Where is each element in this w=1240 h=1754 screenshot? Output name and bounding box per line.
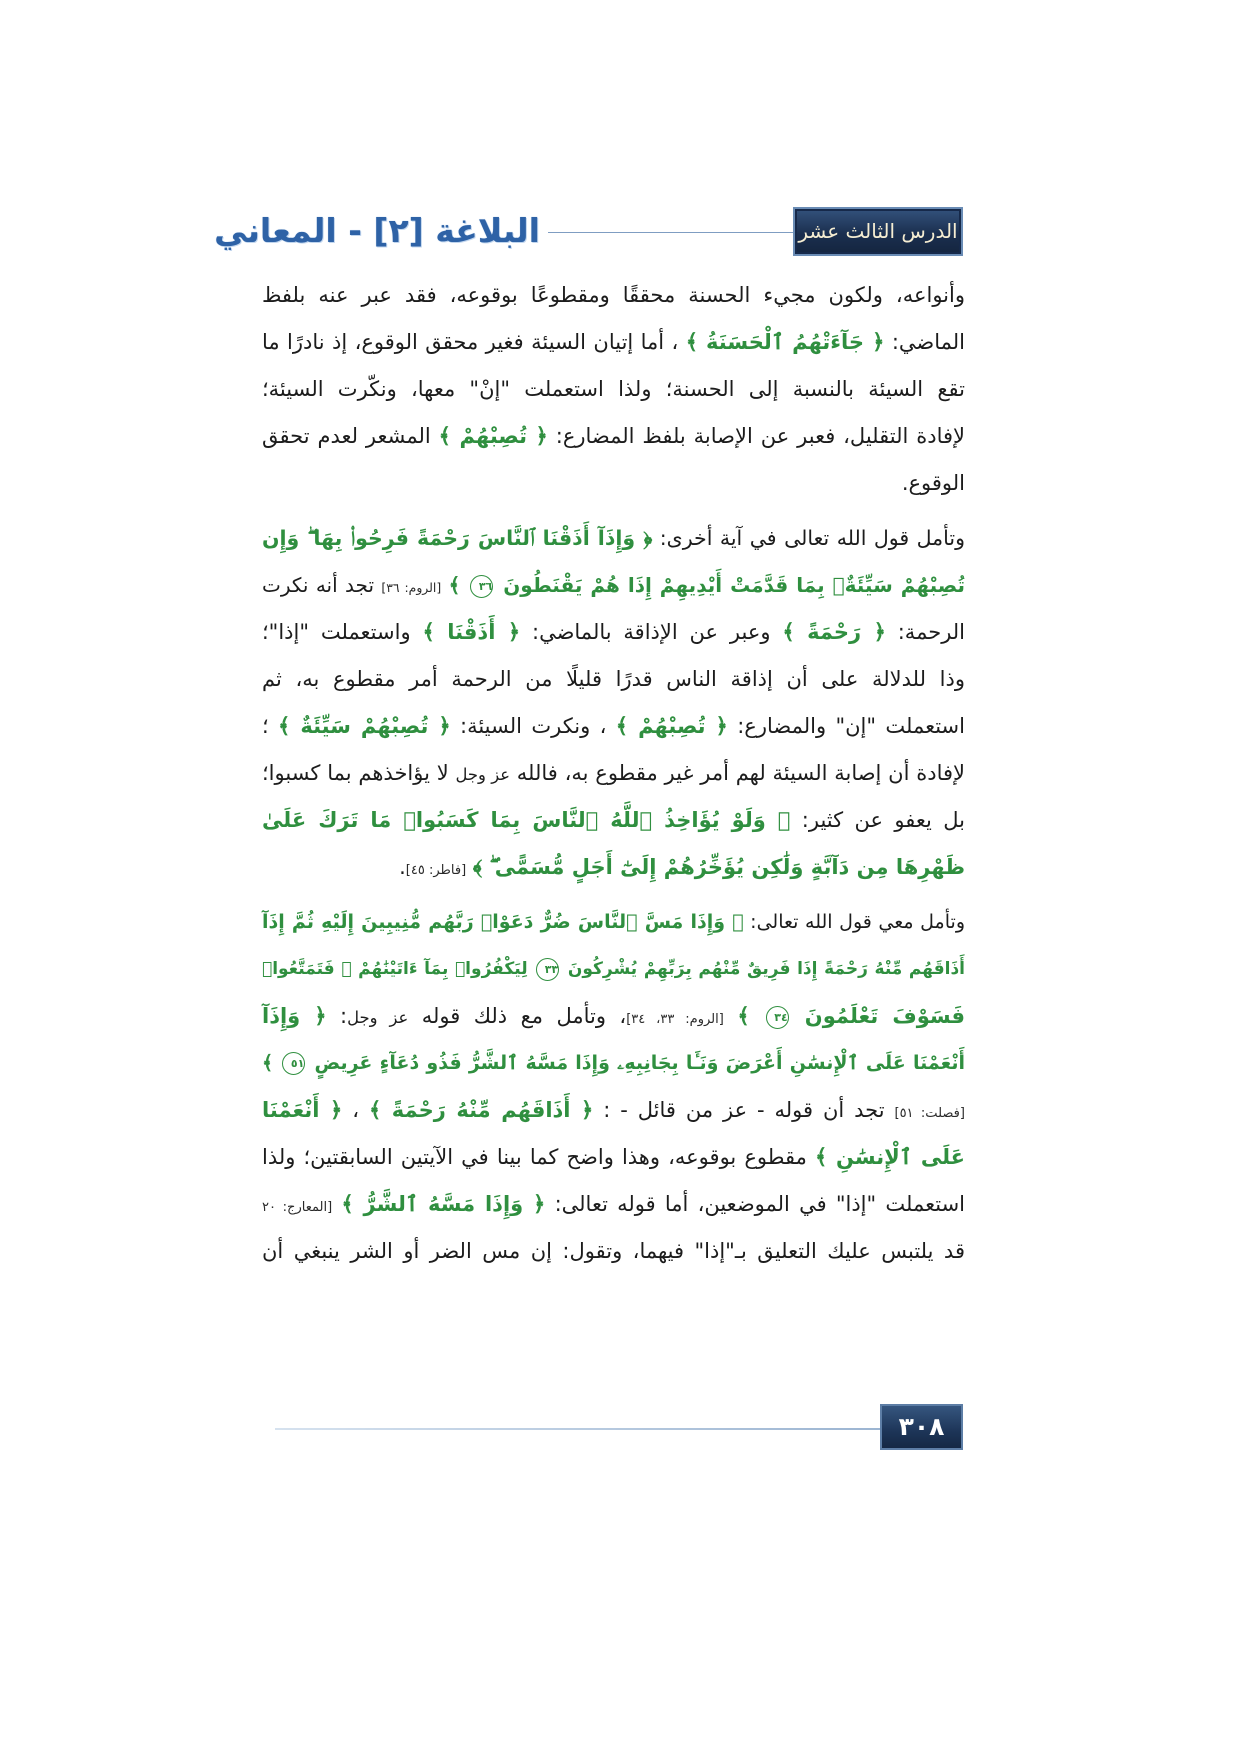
body-text-run: بل يعفو عن كثير: — [790, 808, 965, 832]
quran-verse: ﴾ — [262, 1052, 281, 1074]
body-text-run — [332, 1192, 341, 1216]
text-line — [262, 609, 965, 656]
body-text-run: الماضي: — [884, 330, 966, 354]
body-text-run: لا يؤاخذهم بما كسبوا؛ — [262, 761, 456, 785]
body-text-run: تجد أنه نكرت — [262, 573, 382, 597]
quran-verse: ﴿ وَإِذَآ أَذَقْنَا ٱلنَّاسَ رَحْمَةً فَرِحُوا۟ بِهَا ۖ وَإِن — [262, 526, 653, 550]
body-text-run: . — [399, 855, 406, 879]
lesson-label: الدرس الثالث عشر — [798, 219, 958, 243]
body-text — [262, 272, 965, 1275]
verse-reference: [فاطر: ٤٥] — [405, 863, 467, 878]
quran-verse: ﴿ جَآءَتْهُمُ ٱلْحَسَنَةُ ﴾ — [685, 330, 885, 354]
body-text-run: وتأمل قول الله تعالى في آية أخرى: — [652, 526, 965, 550]
paragraph — [262, 899, 965, 1275]
text-line — [262, 319, 965, 366]
verse-reference: [فصلت: ٥١] — [894, 1106, 965, 1121]
azza-wa-jall-ligature: عز وجل — [455, 765, 511, 784]
quran-verse: ﴿ رَحْمَةً ﴾ — [782, 620, 886, 644]
ayah-number-marker: ٣٤ — [766, 1006, 789, 1029]
quran-verse: فَسَوْفَ تَعْلَمُونَ — [790, 1004, 966, 1028]
lesson-label-box — [793, 207, 963, 256]
body-text-run — [724, 1004, 737, 1028]
body-text-run: ، وتأمل مع ذلك قوله — [408, 1004, 627, 1028]
azza-wa-jall-ligature: عز وجل — [347, 1008, 409, 1027]
body-text-run: استعملت "إذا" في الموضعين، أما قوله تعالى: — [545, 1192, 966, 1216]
text-line — [262, 993, 965, 1040]
body-text-run: تقع السيئة بالنسبة إلى الحسنة؛ ولذا استعملت "إنْ" معها، ونكّرت السيئة؛ — [262, 377, 965, 401]
text-line — [262, 844, 965, 891]
quran-verse: ﴿ وَلَوْ يُؤَاخِذُ ٱللَّهُ ٱلنَّاسَ بِمَا كَسَبُوا۟ مَا تَرَكَ عَلَىٰ — [262, 808, 791, 832]
text-line — [262, 899, 965, 946]
body-text-run: وتأمل معي قول الله تعالى: — [743, 911, 965, 933]
quran-verse: ﴿ وَإِذَا مَسَّهُ ٱلشَّرُّ ﴾ — [341, 1192, 546, 1216]
text-line — [262, 562, 965, 609]
ayah-number-marker: ٥١ — [282, 1052, 305, 1075]
text-line — [262, 703, 965, 750]
quran-verse: ظَهْرِهَا مِن دَآبَّةٍ وَلَٰكِن يُؤَخِّرُهُمْ إِلَىٰٓ أَجَلٍ مُّسَمًّى ۖ ﴾ — [472, 855, 965, 879]
body-text-run: وذا للدلالة على أن إذاقة الناس قدرًا قليلًا من الرحمة أمر مقطوع به، ثم — [262, 667, 965, 691]
body-text-run: الوقوع. — [901, 471, 965, 495]
ayah-number-marker: ٣٣ — [536, 958, 559, 981]
body-text-run — [441, 573, 448, 597]
body-text-run: ، — [342, 1098, 369, 1122]
text-line — [262, 1228, 965, 1275]
footer-rule — [275, 1428, 880, 1430]
body-text-run: وعبر عن الإذاقة بالماضي: — [520, 620, 783, 644]
body-text-run: تجد أن قوله - عز من قائل - : — [593, 1098, 895, 1122]
quran-verse: ﴿ تُصِبْهُمْ ﴾ — [615, 714, 728, 738]
quran-verse: ﴿ وَإِذَا مَسَّ ٱلنَّاسَ ضُرٌّ دَعَوْا۟ رَبَّهُم مُّنِيبِينَ إِلَيْهِ ثُمَّ إِذَآ — [262, 911, 744, 933]
quran-verse: ﴾ — [737, 1004, 764, 1028]
quran-verse: ﴿ أَنْعَمْنَا — [262, 1098, 343, 1122]
quran-verse: ﴿ وَإِذَآ — [262, 1004, 327, 1028]
body-text-run: : — [326, 1004, 348, 1028]
text-line — [262, 1134, 965, 1181]
body-text-run: مقطوع بوقوعه، وهذا واضح كما بينا في الآيتين السابقتين؛ ولذا — [262, 1145, 815, 1169]
text-line — [262, 656, 965, 703]
text-line — [262, 797, 965, 844]
verse-reference: [المعارج: ٢٠ — [262, 1200, 333, 1215]
body-text-run: الرحمة: — [885, 620, 966, 644]
quran-verse: لِيَكْفُرُوا۟ بِمَآ ءَاتَيْنَٰهُمْ ۚ فَتَمَتَّعُوا۟ — [262, 959, 535, 979]
text-line — [262, 750, 965, 797]
text-line — [262, 1181, 965, 1228]
paragraph — [262, 515, 965, 891]
ayah-number-marker: ٣٦ — [470, 575, 493, 598]
text-line — [262, 1087, 965, 1134]
body-text-run: استعملت "إن" والمضارع: — [727, 714, 965, 738]
page-number: ٣٠٨ — [898, 1412, 945, 1441]
text-line — [262, 460, 965, 507]
body-text-run: المشعر لعدم تحقق — [262, 424, 439, 448]
body-text-run: لإفادة التقليل، فعبر عن الإصابة بلفظ المضارع: — [547, 424, 965, 448]
book-title: البلاغة [٢] - المعاني — [214, 211, 540, 250]
text-line — [262, 272, 965, 319]
quran-verse: أَذَاقَهُم مِّنْهُ رَحْمَةً إِذَا فَرِيقٌ مِّنْهُم بِرَبِّهِمْ يُشْرِكُونَ — [561, 959, 965, 979]
verse-reference: [الروم: ٣٦] — [381, 580, 442, 595]
quran-verse: ﴿ أَذَاقَهُم مِّنْهُ رَحْمَةً ﴾ — [368, 1098, 594, 1122]
paragraph — [262, 272, 965, 507]
text-line — [262, 946, 965, 993]
quran-verse: تُصِبْهُمْ سَيِّئَةٌۢ بِمَا قَدَّمَتْ أَيْدِيهِمْ إِذَا هُمْ يَقْنَطُونَ — [495, 573, 965, 597]
page-number-box — [880, 1404, 963, 1450]
quran-verse: ﴿ تُصِبْهُمْ سَيِّئَةٌ ﴾ — [278, 714, 451, 738]
body-text-run: واستعملت "إذا"؛ — [262, 620, 423, 644]
body-text-run — [466, 855, 473, 879]
body-text-run: لإفادة أن إصابة السيئة لهم أمر غير مقطوع به، فالله — [510, 761, 965, 785]
body-text-run: قد يلتبس عليك التعليق بـ"إذا" فيهما، وتقول: إن مس الضر أو الشر ينبغي أن — [262, 1239, 965, 1263]
text-line — [262, 515, 965, 562]
text-line — [262, 413, 965, 460]
body-text-run: وأنواعه، ولكون مجيء الحسنة محققًا ومقطوعًا بوقوعه، فقد عبر عنه بلفظ — [262, 283, 965, 307]
body-text-run: ، أما إتيان السيئة فغير محقق الوقوع، إذ نادرًا ما — [262, 330, 686, 354]
body-text-run: ، ونكرت السيئة: — [450, 714, 616, 738]
quran-verse: ﴾ — [448, 573, 469, 597]
quran-verse: عَلَى ٱلْإِنسَٰنِ ﴾ — [814, 1145, 965, 1169]
quran-verse: ﴿ أَذَقْنَا ﴾ — [422, 620, 521, 644]
quran-verse: أَنْعَمْنَا عَلَى ٱلْإِنسَٰنِ أَعْرَضَ وَنَـَٔا بِجَانِبِهِۦ وَإِذَا مَسَّهُ ٱلشَّرُّ فَذُو دُعَآءٍ عَرِيضٍ — [307, 1052, 965, 1074]
body-text-run: ؛ — [262, 714, 279, 738]
text-line — [262, 366, 965, 413]
text-line — [262, 1040, 965, 1087]
quran-verse: ﴿ تُصِبْهُمْ ﴾ — [438, 424, 548, 448]
verse-reference: [الروم: ٣٣، ٣٤] — [626, 1012, 724, 1027]
header-rule — [548, 232, 793, 233]
